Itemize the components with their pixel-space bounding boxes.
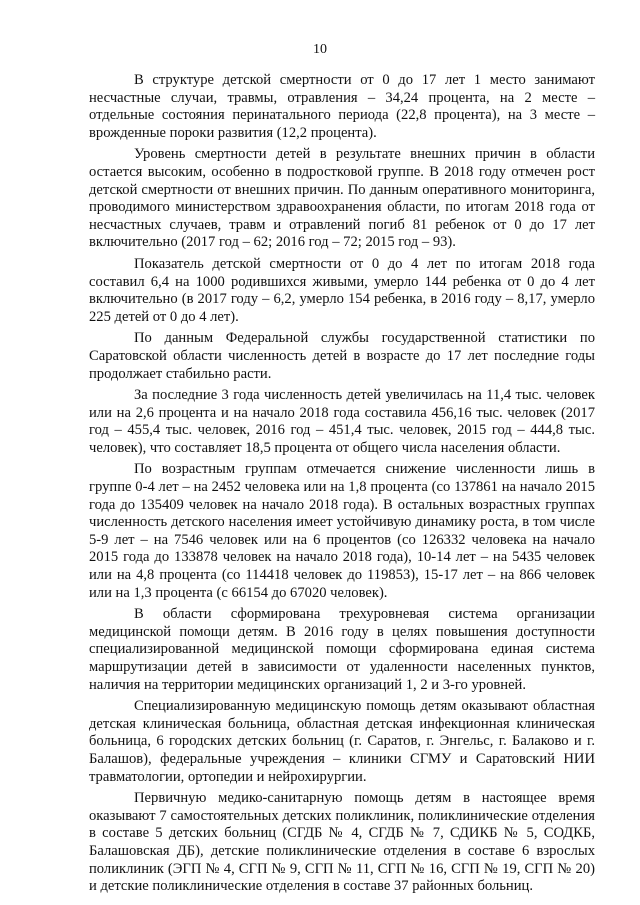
paragraph-population-growth: За последние 3 года численность детей увеличилась на 11,4 тыс. человек или на 2,6 процента и на начало 2018 года составила 456,16 тыс. человек (2017 год – 455,4 тыс. человек, 2016 год – 451,4 тыс. человек, 2015 год – 444,8 тыс. человек), что составляет 18,5 процента от общего числа населения области. <box>89 387 595 456</box>
paragraph-external-causes: Уровень смертности детей в результате внешних причин в области остается высоким, особенно в подростковой группе. В 2018 году отмечен рост детской смертности от внешних причин. По данным оперативного мониторинга, проводимого министерством здравоохранения области, по итогам 2018 года от несчастных случаев, травм и отравлений погиб 81 ребенок от 0 до 17 лет включительно (2017 год – 62; 2016 год – 72; 2015 год – 93). <box>89 146 595 251</box>
page-number: 10 <box>313 42 327 57</box>
document-body <box>89 72 595 900</box>
paragraph-mortality-structure: В структуре детской смертности от 0 до 17 лет 1 место занимают несчастные случаи, травмы, отравления – 34,24 процента, на 2 месте – отдельные состояния перинатального периода (22,8 процента), на 3 месте – врожденные пороки развития (12,2 процента). <box>89 72 595 141</box>
paragraph-mortality-0-4: Показатель детской смертности от 0 до 4 лет по итогам 2018 года составил 6,4 на 1000 родившихся живыми, умерло 144 ребенка от 0 до 4 лет включительно (в 2017 году – 6,2, умерло 154 ребенка, в 2016 году – 8,17, умерло 225 детей от 0 до 4 лет). <box>89 255 595 325</box>
paragraph-three-level-system: В области сформирована трехуровневая система организации медицинской помощи детям. В 2016 году в целях повышения доступности специализированной медицинской помощи сформирована единая система маршрутизации детей в зависимости от удаленности населенных пунктов, наличия на территории медицинских организаций 1, 2 и 3-го уровней. <box>89 606 595 693</box>
paragraph-primary-care: Первичную медико-санитарную помощь детям в настоящее время оказывают 7 самостоятельных детских поликлиник, поликлинические отделения в составе 5 детских больниц (СГДБ № 4, СГДБ № 7, СДИКБ № 5, СОДКБ, Балашовская ДБ), детские поликлинические отделения в составе 6 взрослых поликлиник (ЭГП № 4, СГП № 9, СГП № 11, СГП № 16, СГП № 19, СГП № 20) и детские поликлинические отделения в составе 37 районных больниц. <box>89 790 595 895</box>
paragraph-age-groups: По возрастным группам отмечается снижение численности лишь в группе 0-4 лет – на 2452 человека или на 1,8 процента (со 137861 на начало 2015 года до 135409 человек на начало 2018 года). В остальных возрастных группах численность детского населения имеет устойчивую динамику роста, в том числе 5-9 лет – на 7546 человек или на 6 процентов (со 126332 человека на начало 2015 года до 133878 человек на начало 2018 года), 10-14 лет – на 5435 человек или на 4,8 процента (со 114418 человек до 119853), 15-17 лет – на 866 человек или на 1,3 процента (с 66154 до 67020 человек). <box>89 461 595 601</box>
paragraph-child-population: По данным Федеральной службы государственной статистики по Саратовской области численность детей в возрасте до 17 лет последние годы продолжает стабильно расти. <box>89 330 595 382</box>
paragraph-specialized-care: Специализированную медицинскую помощь детям оказывают областная детская клиническая больница, областная детская инфекционная клиническая больница, 6 городских детских больниц (г. Саратов, г. Энгельс, г. Балаково и г. Балашов), федеральные учреждения – клиники СГМУ и Саратовский НИИ травматологии, ортопедии и нейрохирургии. <box>89 698 595 785</box>
